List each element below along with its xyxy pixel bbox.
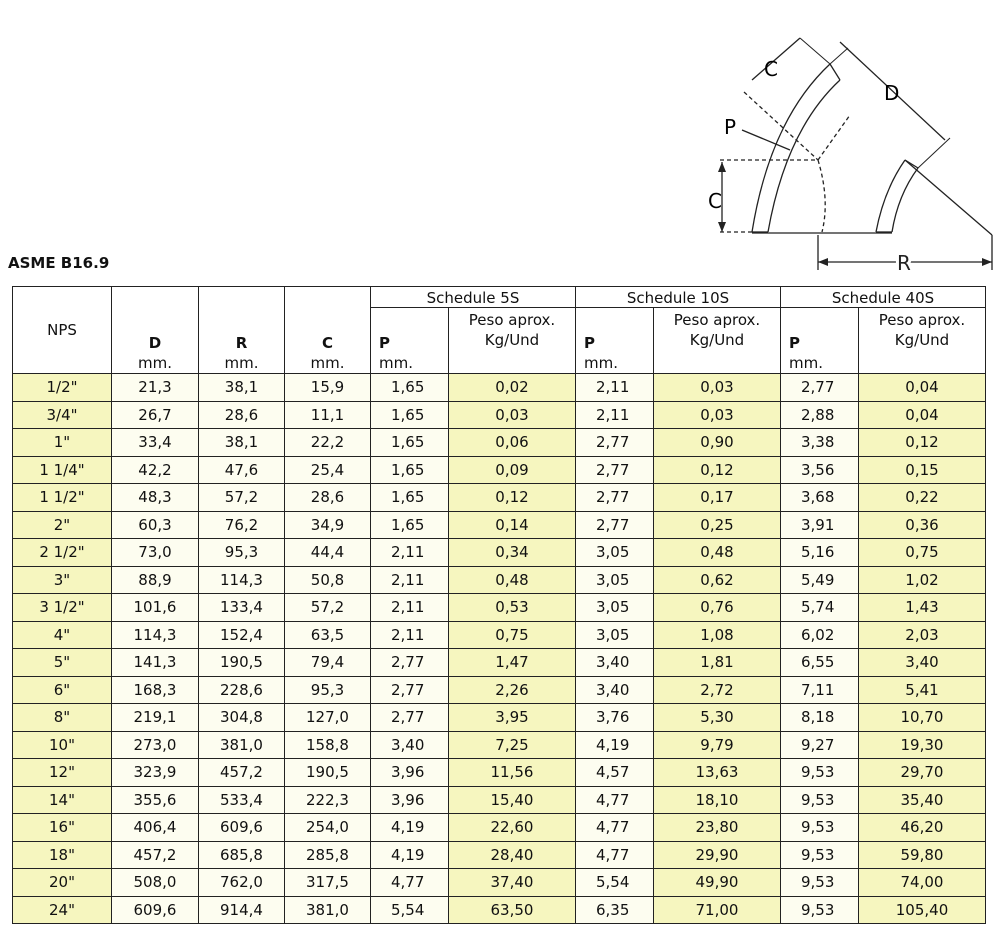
cell-c: 285,8 <box>285 841 371 869</box>
cell-p5: 1,65 <box>371 484 449 512</box>
cell-w10: 0,48 <box>654 539 781 567</box>
header-p-5s: P mm. <box>371 308 449 374</box>
cell-w40: 74,00 <box>859 869 986 897</box>
cell-d: 88,9 <box>112 566 199 594</box>
diagram-label-d: D <box>884 81 900 105</box>
cell-w10: 13,63 <box>654 759 781 787</box>
cell-p5: 3,96 <box>371 759 449 787</box>
cell-r: 190,5 <box>199 649 285 677</box>
cell-w10: 49,90 <box>654 869 781 897</box>
cell-p40: 3,38 <box>781 429 859 457</box>
cell-c: 190,5 <box>285 759 371 787</box>
cell-p40: 8,18 <box>781 704 859 732</box>
cell-d: 323,9 <box>112 759 199 787</box>
cell-r: 609,6 <box>199 814 285 842</box>
cell-r: 762,0 <box>199 869 285 897</box>
header-p-10s: P mm. <box>576 308 654 374</box>
cell-r: 114,3 <box>199 566 285 594</box>
cell-p40: 2,88 <box>781 401 859 429</box>
cell-p5: 1,65 <box>371 401 449 429</box>
cell-p40: 2,77 <box>781 374 859 402</box>
cell-nps: 3" <box>13 566 112 594</box>
table-row <box>13 539 986 567</box>
cell-nps: 20" <box>13 869 112 897</box>
cell-w40: 5,41 <box>859 676 986 704</box>
cell-r: 914,4 <box>199 896 285 924</box>
cell-c: 22,2 <box>285 429 371 457</box>
cell-c: 381,0 <box>285 896 371 924</box>
cell-w10: 29,90 <box>654 841 781 869</box>
cell-nps: 3 1/2" <box>13 594 112 622</box>
cell-d: 508,0 <box>112 869 199 897</box>
cell-r: 95,3 <box>199 539 285 567</box>
cell-c: 254,0 <box>285 814 371 842</box>
header-c: C mm. <box>285 287 371 374</box>
cell-d: 33,4 <box>112 429 199 457</box>
table-row <box>13 429 986 457</box>
cell-p40: 3,91 <box>781 511 859 539</box>
cell-r: 133,4 <box>199 594 285 622</box>
cell-r: 38,1 <box>199 374 285 402</box>
cell-w10: 0,17 <box>654 484 781 512</box>
cell-nps: 6" <box>13 676 112 704</box>
cell-p5: 1,65 <box>371 429 449 457</box>
diagram-label-c-left: C <box>708 189 722 213</box>
cell-nps: 12" <box>13 759 112 787</box>
header-d: D mm. <box>112 287 199 374</box>
cell-c: 158,8 <box>285 731 371 759</box>
cell-p10: 3,05 <box>576 594 654 622</box>
table-row <box>13 731 986 759</box>
cell-w10: 0,25 <box>654 511 781 539</box>
table-row <box>13 896 986 924</box>
cell-w40: 3,40 <box>859 649 986 677</box>
cell-p10: 2,77 <box>576 484 654 512</box>
cell-r: 228,6 <box>199 676 285 704</box>
cell-r: 381,0 <box>199 731 285 759</box>
cell-r: 76,2 <box>199 511 285 539</box>
cell-w40: 0,15 <box>859 456 986 484</box>
cell-p40: 9,53 <box>781 841 859 869</box>
cell-nps: 16" <box>13 814 112 842</box>
cell-w40: 59,80 <box>859 841 986 869</box>
header-peso-10s: Peso aprox. Kg/Und <box>654 308 781 374</box>
header-peso-40s: Peso aprox. Kg/Und <box>859 308 986 374</box>
cell-p10: 2,11 <box>576 374 654 402</box>
cell-w10: 5,30 <box>654 704 781 732</box>
cell-p40: 3,56 <box>781 456 859 484</box>
cell-w10: 0,03 <box>654 374 781 402</box>
cell-w5: 2,26 <box>449 676 576 704</box>
cell-w40: 0,04 <box>859 374 986 402</box>
cell-w5: 7,25 <box>449 731 576 759</box>
cell-nps: 2" <box>13 511 112 539</box>
cell-p10: 5,54 <box>576 869 654 897</box>
cell-w10: 1,81 <box>654 649 781 677</box>
cell-d: 168,3 <box>112 676 199 704</box>
table-row <box>13 401 986 429</box>
cell-c: 34,9 <box>285 511 371 539</box>
header-schedule-40s: Schedule 40S <box>781 287 986 308</box>
cell-p5: 4,77 <box>371 869 449 897</box>
cell-d: 141,3 <box>112 649 199 677</box>
cell-w10: 71,00 <box>654 896 781 924</box>
cell-nps: 1/2" <box>13 374 112 402</box>
cell-p5: 4,19 <box>371 814 449 842</box>
table-row <box>13 484 986 512</box>
cell-p40: 9,53 <box>781 869 859 897</box>
cell-w40: 35,40 <box>859 786 986 814</box>
cell-c: 222,3 <box>285 786 371 814</box>
cell-w10: 0,03 <box>654 401 781 429</box>
cell-p40: 9,53 <box>781 759 859 787</box>
cell-d: 609,6 <box>112 896 199 924</box>
diagram-label-r: R <box>897 251 911 275</box>
cell-w40: 2,03 <box>859 621 986 649</box>
cell-p40: 5,74 <box>781 594 859 622</box>
cell-w40: 105,40 <box>859 896 986 924</box>
cell-r: 47,6 <box>199 456 285 484</box>
cell-p40: 5,16 <box>781 539 859 567</box>
cell-p5: 2,11 <box>371 566 449 594</box>
cell-p5: 2,77 <box>371 649 449 677</box>
cell-r: 152,4 <box>199 621 285 649</box>
cell-p10: 3,05 <box>576 621 654 649</box>
cell-w40: 0,22 <box>859 484 986 512</box>
page-title: ASME B16.9 <box>8 254 110 272</box>
cell-d: 406,4 <box>112 814 199 842</box>
cell-w5: 0,06 <box>449 429 576 457</box>
table-row <box>13 374 986 402</box>
cell-p10: 2,11 <box>576 401 654 429</box>
cell-p10: 2,77 <box>576 429 654 457</box>
table-row <box>13 786 986 814</box>
cell-w10: 0,12 <box>654 456 781 484</box>
cell-w10: 9,79 <box>654 731 781 759</box>
cell-p5: 1,65 <box>371 374 449 402</box>
table-row <box>13 621 986 649</box>
cell-p5: 5,54 <box>371 896 449 924</box>
cell-p10: 4,57 <box>576 759 654 787</box>
cell-p5: 3,96 <box>371 786 449 814</box>
cell-w40: 1,02 <box>859 566 986 594</box>
cell-p5: 2,11 <box>371 594 449 622</box>
diagram-label-p: P <box>724 115 737 139</box>
cell-p10: 2,77 <box>576 511 654 539</box>
cell-w5: 0,53 <box>449 594 576 622</box>
table-body <box>13 374 986 924</box>
header-schedule-5s: Schedule 5S <box>371 287 576 308</box>
cell-w5: 15,40 <box>449 786 576 814</box>
cell-p10: 4,77 <box>576 814 654 842</box>
cell-w5: 0,09 <box>449 456 576 484</box>
cell-p10: 3,40 <box>576 676 654 704</box>
cell-w10: 0,62 <box>654 566 781 594</box>
cell-d: 21,3 <box>112 374 199 402</box>
cell-c: 79,4 <box>285 649 371 677</box>
cell-d: 273,0 <box>112 731 199 759</box>
cell-c: 63,5 <box>285 621 371 649</box>
cell-r: 457,2 <box>199 759 285 787</box>
cell-p10: 3,05 <box>576 539 654 567</box>
cell-p5: 2,77 <box>371 704 449 732</box>
cell-r: 685,8 <box>199 841 285 869</box>
cell-p10: 4,77 <box>576 786 654 814</box>
cell-d: 101,6 <box>112 594 199 622</box>
cell-p10: 3,76 <box>576 704 654 732</box>
cell-p40: 9,53 <box>781 896 859 924</box>
cell-w40: 0,04 <box>859 401 986 429</box>
cell-nps: 14" <box>13 786 112 814</box>
cell-w10: 18,10 <box>654 786 781 814</box>
header-p-40s: P mm. <box>781 308 859 374</box>
table-row <box>13 814 986 842</box>
cell-p10: 3,05 <box>576 566 654 594</box>
cell-d: 26,7 <box>112 401 199 429</box>
cell-c: 28,6 <box>285 484 371 512</box>
cell-nps: 8" <box>13 704 112 732</box>
cell-p5: 1,65 <box>371 456 449 484</box>
cell-p40: 6,55 <box>781 649 859 677</box>
cell-w5: 0,12 <box>449 484 576 512</box>
cell-c: 57,2 <box>285 594 371 622</box>
cell-p5: 2,11 <box>371 621 449 649</box>
cell-w5: 11,56 <box>449 759 576 787</box>
cell-p5: 2,77 <box>371 676 449 704</box>
cell-w40: 0,12 <box>859 429 986 457</box>
cell-nps: 24" <box>13 896 112 924</box>
cell-w40: 0,36 <box>859 511 986 539</box>
cell-w40: 0,75 <box>859 539 986 567</box>
header-nps: NPS <box>13 287 112 374</box>
cell-r: 38,1 <box>199 429 285 457</box>
cell-w40: 1,43 <box>859 594 986 622</box>
cell-w10: 23,80 <box>654 814 781 842</box>
header-schedule-10s: Schedule 10S <box>576 287 781 308</box>
cell-nps: 3/4" <box>13 401 112 429</box>
cell-p10: 4,77 <box>576 841 654 869</box>
cell-p10: 6,35 <box>576 896 654 924</box>
cell-r: 28,6 <box>199 401 285 429</box>
cell-d: 355,6 <box>112 786 199 814</box>
table-row <box>13 511 986 539</box>
cell-w5: 0,34 <box>449 539 576 567</box>
table-row <box>13 704 986 732</box>
cell-r: 57,2 <box>199 484 285 512</box>
elbow-diagram <box>700 30 1000 275</box>
cell-w10: 2,72 <box>654 676 781 704</box>
cell-w5: 0,02 <box>449 374 576 402</box>
cell-p5: 3,40 <box>371 731 449 759</box>
cell-p40: 7,11 <box>781 676 859 704</box>
cell-r: 533,4 <box>199 786 285 814</box>
cell-c: 25,4 <box>285 456 371 484</box>
cell-p40: 6,02 <box>781 621 859 649</box>
cell-p10: 2,77 <box>576 456 654 484</box>
table-row <box>13 566 986 594</box>
table-row <box>13 869 986 897</box>
table-row <box>13 759 986 787</box>
cell-c: 95,3 <box>285 676 371 704</box>
cell-p40: 9,53 <box>781 814 859 842</box>
cell-w5: 37,40 <box>449 869 576 897</box>
cell-p10: 4,19 <box>576 731 654 759</box>
cell-c: 127,0 <box>285 704 371 732</box>
cell-nps: 1 1/4" <box>13 456 112 484</box>
cell-w40: 46,20 <box>859 814 986 842</box>
cell-w5: 0,75 <box>449 621 576 649</box>
cell-nps: 1" <box>13 429 112 457</box>
cell-nps: 5" <box>13 649 112 677</box>
cell-w10: 1,08 <box>654 621 781 649</box>
cell-w5: 22,60 <box>449 814 576 842</box>
cell-w40: 19,30 <box>859 731 986 759</box>
cell-c: 11,1 <box>285 401 371 429</box>
cell-p40: 5,49 <box>781 566 859 594</box>
cell-nps: 10" <box>13 731 112 759</box>
cell-w40: 10,70 <box>859 704 986 732</box>
cell-p10: 3,40 <box>576 649 654 677</box>
cell-d: 48,3 <box>112 484 199 512</box>
cell-d: 219,1 <box>112 704 199 732</box>
table-row <box>13 841 986 869</box>
cell-p5: 1,65 <box>371 511 449 539</box>
cell-p40: 9,53 <box>781 786 859 814</box>
cell-w5: 0,14 <box>449 511 576 539</box>
header-r: R mm. <box>199 287 285 374</box>
cell-nps: 18" <box>13 841 112 869</box>
cell-nps: 4" <box>13 621 112 649</box>
table-row <box>13 594 986 622</box>
diagram-label-c-top: C <box>764 57 778 81</box>
cell-w40: 29,70 <box>859 759 986 787</box>
table-row <box>13 676 986 704</box>
dimensions-table <box>12 286 986 924</box>
table-row <box>13 649 986 677</box>
cell-d: 73,0 <box>112 539 199 567</box>
cell-w5: 0,03 <box>449 401 576 429</box>
table-row <box>13 456 986 484</box>
cell-nps: 2 1/2" <box>13 539 112 567</box>
cell-p5: 2,11 <box>371 539 449 567</box>
cell-c: 50,8 <box>285 566 371 594</box>
header-peso-5s: Peso aprox. Kg/Und <box>449 308 576 374</box>
cell-c: 317,5 <box>285 869 371 897</box>
cell-w5: 1,47 <box>449 649 576 677</box>
cell-w5: 28,40 <box>449 841 576 869</box>
cell-c: 15,9 <box>285 374 371 402</box>
cell-d: 42,2 <box>112 456 199 484</box>
cell-d: 60,3 <box>112 511 199 539</box>
cell-w10: 0,90 <box>654 429 781 457</box>
cell-r: 304,8 <box>199 704 285 732</box>
cell-p40: 9,27 <box>781 731 859 759</box>
cell-w5: 0,48 <box>449 566 576 594</box>
cell-d: 457,2 <box>112 841 199 869</box>
cell-c: 44,4 <box>285 539 371 567</box>
cell-w5: 3,95 <box>449 704 576 732</box>
cell-p5: 4,19 <box>371 841 449 869</box>
cell-w10: 0,76 <box>654 594 781 622</box>
cell-d: 114,3 <box>112 621 199 649</box>
cell-w5: 63,50 <box>449 896 576 924</box>
cell-p40: 3,68 <box>781 484 859 512</box>
cell-nps: 1 1/2" <box>13 484 112 512</box>
